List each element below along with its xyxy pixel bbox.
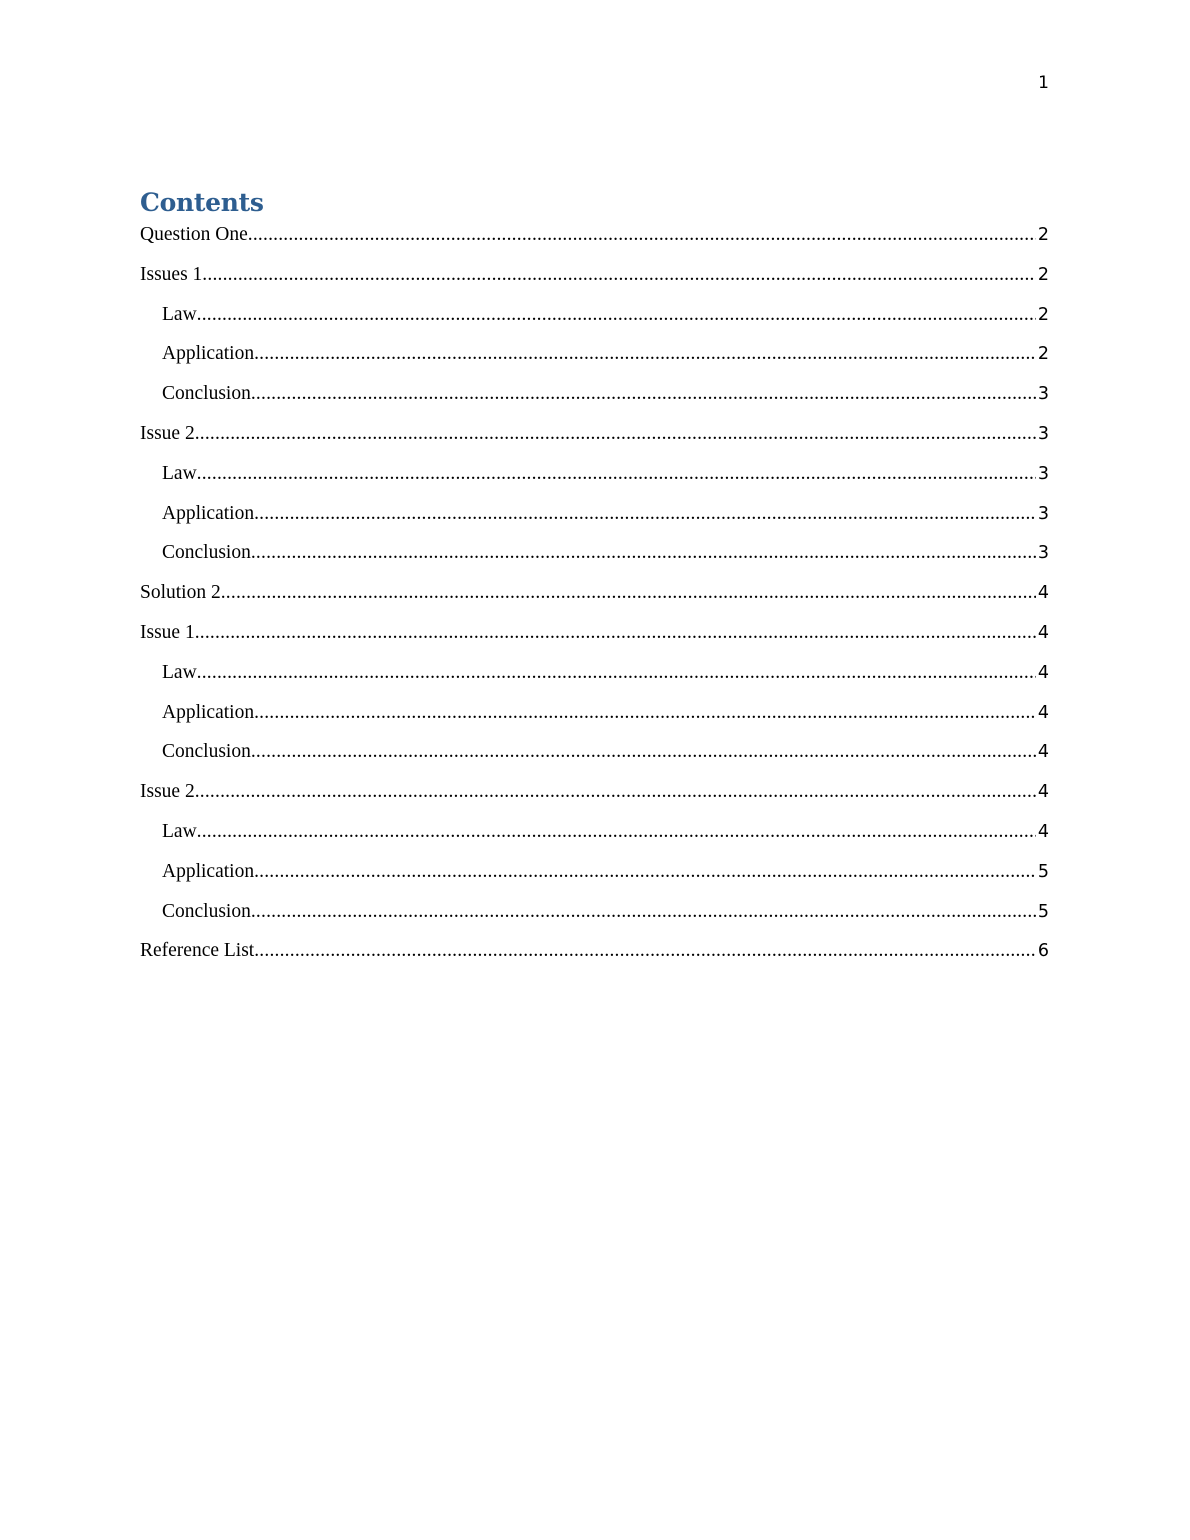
dot-leader bbox=[251, 900, 1036, 924]
toc-entry[interactable] bbox=[140, 661, 1049, 701]
toc-list bbox=[140, 223, 1049, 979]
toc-entry-title: Application bbox=[162, 502, 255, 524]
table-of-contents bbox=[140, 186, 1049, 979]
toc-entry-title: Issue 1 bbox=[140, 621, 195, 643]
page-number: 1 bbox=[1038, 73, 1049, 93]
toc-entry[interactable] bbox=[140, 342, 1049, 382]
toc-entry[interactable] bbox=[140, 621, 1049, 661]
toc-entry-title: Solution 2 bbox=[140, 582, 221, 604]
toc-entry-title: Law bbox=[162, 820, 197, 842]
toc-entry-title: Issue 2 bbox=[140, 781, 195, 803]
dot-leader bbox=[195, 422, 1036, 446]
toc-entry-title: Law bbox=[162, 303, 197, 325]
dot-leader bbox=[195, 780, 1036, 804]
dot-leader bbox=[254, 939, 1036, 963]
toc-entry-title: Application bbox=[162, 343, 255, 365]
toc-entry-title: Issue 2 bbox=[140, 422, 195, 444]
dot-leader bbox=[195, 621, 1036, 645]
dot-leader bbox=[251, 541, 1036, 565]
toc-entry[interactable] bbox=[140, 581, 1049, 621]
toc-entry-title: Application bbox=[162, 860, 255, 882]
toc-entry[interactable] bbox=[140, 900, 1049, 940]
dot-leader bbox=[248, 223, 1036, 247]
dot-leader bbox=[251, 382, 1036, 406]
toc-entry-page: 4 bbox=[1037, 622, 1049, 643]
toc-entry-page: 2 bbox=[1037, 264, 1049, 285]
toc-entry-title: Law bbox=[162, 462, 197, 484]
toc-entry-title: Conclusion bbox=[162, 900, 251, 922]
toc-entry-title: Application bbox=[162, 701, 255, 723]
toc-entry[interactable] bbox=[140, 223, 1049, 263]
toc-entry-title: Issues 1 bbox=[140, 263, 203, 285]
toc-entry-title: Question One bbox=[140, 224, 248, 245]
dot-leader bbox=[254, 701, 1036, 725]
toc-entry-title: Reference List bbox=[140, 940, 255, 962]
toc-entry-page: 3 bbox=[1037, 463, 1049, 484]
toc-entry[interactable] bbox=[140, 780, 1049, 820]
toc-entry-page: 3 bbox=[1037, 384, 1049, 405]
toc-entry-page: 2 bbox=[1037, 225, 1049, 245]
toc-entry[interactable] bbox=[140, 422, 1049, 462]
toc-entry-page: 4 bbox=[1037, 782, 1049, 803]
toc-entry-page: 3 bbox=[1037, 503, 1049, 524]
toc-entry[interactable] bbox=[140, 860, 1049, 900]
toc-entry[interactable] bbox=[140, 541, 1049, 581]
toc-entry[interactable] bbox=[140, 820, 1049, 860]
dot-leader bbox=[254, 342, 1036, 366]
dot-leader bbox=[202, 263, 1036, 287]
dot-leader bbox=[197, 462, 1036, 486]
toc-entry-page: 4 bbox=[1037, 742, 1049, 763]
toc-entry[interactable] bbox=[140, 701, 1049, 741]
toc-entry-page: 4 bbox=[1037, 702, 1049, 723]
toc-entry[interactable] bbox=[140, 303, 1049, 343]
dot-leader bbox=[254, 860, 1036, 884]
toc-entry-page: 3 bbox=[1037, 543, 1049, 564]
dot-leader bbox=[251, 740, 1036, 764]
dot-leader bbox=[221, 581, 1036, 605]
toc-entry-page: 5 bbox=[1037, 901, 1049, 922]
toc-entry-page: 4 bbox=[1037, 583, 1049, 604]
dot-leader bbox=[254, 502, 1036, 526]
toc-entry-page: 2 bbox=[1037, 344, 1049, 365]
toc-entry[interactable] bbox=[140, 740, 1049, 780]
toc-entry-title: Conclusion bbox=[162, 741, 251, 763]
toc-entry-page: 6 bbox=[1037, 941, 1049, 962]
toc-entry-page: 2 bbox=[1037, 304, 1049, 325]
dot-leader bbox=[197, 661, 1036, 685]
dot-leader bbox=[197, 820, 1036, 844]
toc-entry-title: Law bbox=[162, 661, 197, 683]
toc-entry-page: 5 bbox=[1037, 861, 1049, 882]
toc-entry[interactable] bbox=[140, 502, 1049, 542]
toc-heading: Contents bbox=[140, 188, 264, 217]
toc-entry-title: Conclusion bbox=[162, 383, 251, 405]
toc-entry-page: 3 bbox=[1037, 423, 1049, 444]
toc-entry[interactable] bbox=[140, 939, 1049, 979]
toc-entry[interactable] bbox=[140, 382, 1049, 422]
toc-entry-page: 4 bbox=[1037, 662, 1049, 683]
toc-entry-title: Conclusion bbox=[162, 542, 251, 564]
toc-entry-page: 4 bbox=[1037, 821, 1049, 842]
dot-leader bbox=[197, 303, 1036, 327]
toc-entry[interactable] bbox=[140, 263, 1049, 303]
toc-entry[interactable] bbox=[140, 462, 1049, 502]
